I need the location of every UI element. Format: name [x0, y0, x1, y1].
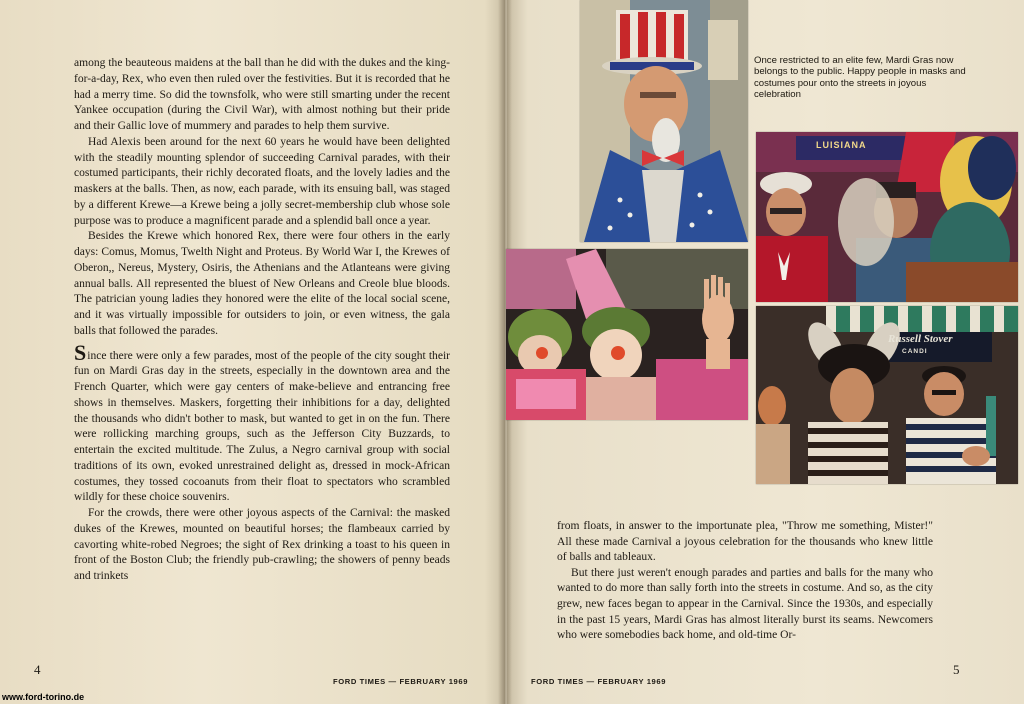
right-paragraph-1: from floats, in answer to the importunate plea, "Throw me something, Mister!" All these made Carnival a joyous celebration for the thousands who knew little of balls and tableaux. [557, 520, 933, 564]
photo-caption: Once restricted to an elite few, Mardi Gras now belongs to the public. Happy people in masks and costumes pour onto the streets in joyous celebration [754, 55, 966, 101]
left-body-text [74, 56, 450, 585]
paragraph-dropcap-text: ince there were only a few parades, most of the people of the city sought their fun on Mardi Gras day in the streets, especially in the downtown area and the French Quarter, which were gay centers of make-believe and entrancing free shows in themselves. Maskers, forgetting their inhibitions for a day, delighted the thousands who didn't bother to mask, but wanted to get in on the fun. There were rollicking marching groups, such as the Jefferson City Buzzards, to entertain the excited multitude. The Zulus, a Negro carnival group with social traditions of its own, evoked unrestrained delight as, dressed in mock-African costumes, they tossed cocoanuts from their float to spectators who scrambled wildly for these choice souvenirs. [74, 349, 450, 504]
photo-street-scene [756, 306, 1018, 484]
footer-right: FORD TIMES — FEBRUARY 1969 [531, 677, 667, 686]
drop-cap: S [74, 339, 87, 365]
paragraph-3: Besides the Krewe which honored Rex, there were four others in the early days: Comus, Momus, Twelth Night and Proteus. By World War I, the Krewes of Oberon,, Nereus, Mystery, Osiris, the Athenians and the Atlanteans were giving annual balls. All represented the bluest of New Orleans and Creole blue bloods. The patrician young ladies they honored were the elite of the local social scene, and it was virtually impossible for outsiders to join, or even witness, the gala balls that followed the parades. [74, 230, 450, 337]
photo-clowns [506, 249, 748, 420]
right-paragraph-2: But there just weren't enough parades and parties and balls for the many who wanted to do more than sally forth into the streets in costume. And so, as the city grew, new faces began to appear in the Carnival. Since the 1930s, and especially in the past 15 years, Mardi Gras has almost literally burst its seams. Newcomers who were somebodies back home, and old-time Or- [557, 566, 933, 642]
footer-left: FORD TIMES — FEBRUARY 1969 [333, 677, 469, 686]
paragraph-2: Had Alexis been around for the next 60 years he would have been delighted with the steadily mounting splendor of succeeding Carnival parades, with their costumed participants, their richly decorated floats, and the lovely ladies and the maskers at the balls. Then, as now, each parade, with its ensuing ball, was staged by a different Krewe—a Krewe being a jolly secret-membership club whose sole purpose was to produce a magnificent parade and a splendid ball once a year. [74, 135, 450, 227]
store-sign-sub: CANDI [902, 348, 928, 355]
watermark: www.ford-torino.de [2, 692, 85, 702]
paragraph-1: among the beauteous maidens at the ball than he did with the dukes and the king-for-a-day, Rex, who even then ruled over the festivities. But it is recorded that he had a merry time. So did the townsfolk, who were still smarting under the recent Yankee occupation (during the Civil War), with almost nothing but their pride and their Gallic love of mummery and parades to help them survive. [74, 57, 450, 132]
page-number-left: 4 [34, 662, 41, 677]
store-sign: Russell Stover [888, 333, 953, 345]
banner-text: LUISIANA [816, 140, 867, 150]
photo-uncle-sam [580, 0, 748, 242]
paragraph-dropcap [74, 339, 450, 507]
page-number-right: 5 [953, 662, 960, 677]
right-body-text [557, 519, 933, 644]
paragraph-5: For the crowds, there were other joyous aspects of the Carnival: the masked dukes of the Krewes, mounted on beautiful horses; the flambeaux carried by cavorting white-robed Negroes; the sight of Rex drinking a toast to his queen in front of the Boston Club; the friendly pub-crawling; the showers of penny beads and trinkets [74, 507, 450, 582]
photo-louisiana-float [756, 132, 1018, 302]
